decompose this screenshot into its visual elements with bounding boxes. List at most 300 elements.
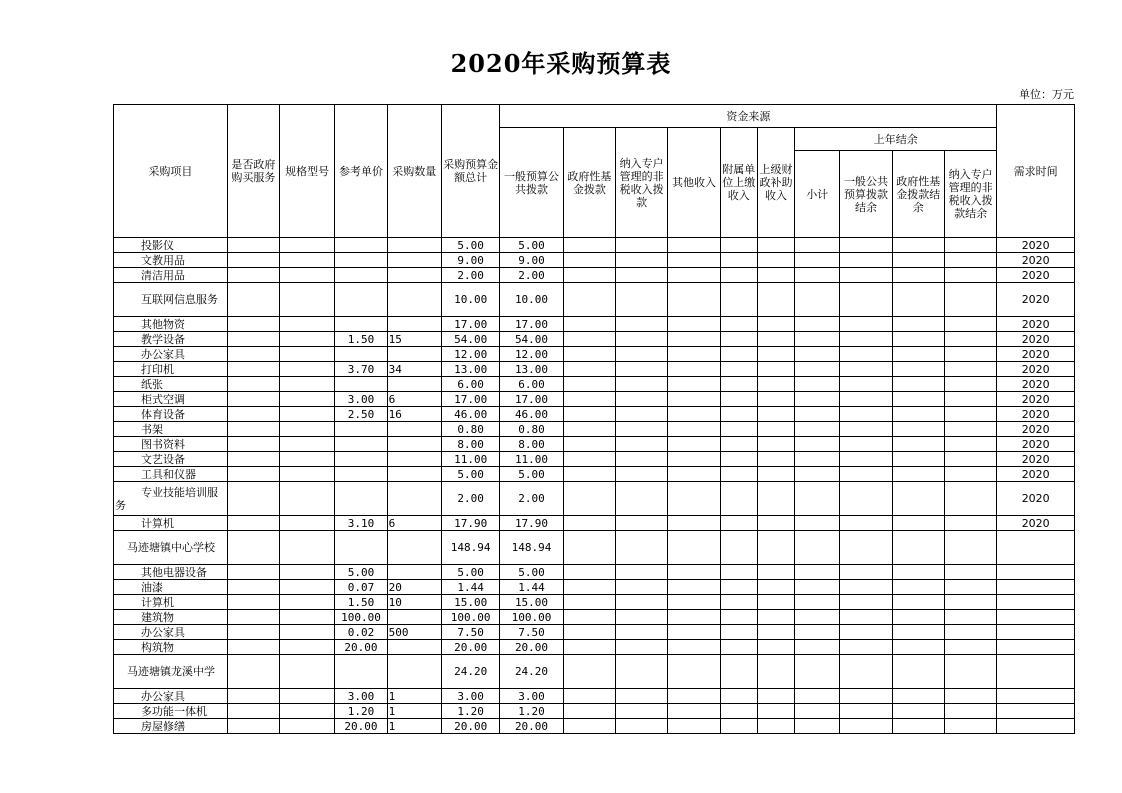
table-row <box>114 625 1075 640</box>
cell-general-budget: 12.00 <box>500 347 563 362</box>
cell-gov-fund <box>563 362 615 377</box>
cell-item <box>114 253 228 268</box>
cell-affiliated <box>720 482 757 516</box>
cell-gov-fund-balance <box>892 347 944 362</box>
cell-budget-total: 24.20 <box>441 655 499 689</box>
cell-superior-subsidy <box>757 565 794 580</box>
cell-is-gov-service <box>227 377 279 392</box>
cell-need-time: 2020 <box>997 437 1075 452</box>
table-row <box>114 238 1075 253</box>
cell-is-gov-service <box>227 640 279 655</box>
cell-gov-fund-balance <box>892 610 944 625</box>
cell-affiliated <box>720 347 757 362</box>
cell-special-balance <box>944 437 996 452</box>
cell-general-balance <box>840 655 892 689</box>
cell-general-budget: 54.00 <box>500 332 563 347</box>
header-gov-fund-balance: 政府性基金拨款结余 <box>892 151 944 238</box>
cell-need-time <box>997 640 1075 655</box>
cell-budget-total: 20.00 <box>441 719 499 734</box>
cell-need-time: 2020 <box>997 377 1075 392</box>
header-subtotal: 小计 <box>795 151 840 238</box>
header-ref-price: 参考单价 <box>335 105 387 238</box>
cell-superior-subsidy <box>757 347 794 362</box>
cell-quantity: 1 <box>387 719 441 734</box>
cell-special-balance <box>944 531 996 565</box>
cell-gov-fund-balance <box>892 283 944 317</box>
cell-ref-price <box>335 531 387 565</box>
cell-ref-price <box>335 253 387 268</box>
cell-other-income <box>668 452 720 467</box>
cell-budget-total: 1.44 <box>441 580 499 595</box>
item-label: 教学设备 <box>141 332 185 346</box>
cell-superior-subsidy <box>757 332 794 347</box>
cell-special-balance <box>944 625 996 640</box>
cell-need-time: 2020 <box>997 347 1075 362</box>
cell-other-income <box>668 704 720 719</box>
cell-gov-fund <box>563 317 615 332</box>
cell-special-nontax <box>616 689 668 704</box>
cell-subtotal <box>795 719 840 734</box>
table-row <box>114 332 1075 347</box>
cell-special-balance <box>944 580 996 595</box>
cell-quantity: 20 <box>387 580 441 595</box>
item-label: 投影仪 <box>141 238 174 252</box>
cell-budget-total: 148.94 <box>441 531 499 565</box>
cell-subtotal <box>795 655 840 689</box>
item-label: 文艺设备 <box>141 452 185 466</box>
cell-subtotal <box>795 689 840 704</box>
cell-general-budget: 7.50 <box>500 625 563 640</box>
cell-spec <box>280 253 335 268</box>
budget-table <box>113 104 1075 734</box>
table-row <box>114 253 1075 268</box>
cell-item <box>114 437 228 452</box>
header-superior-subsidy: 上级财政补助收入 <box>757 128 794 238</box>
cell-general-budget: 2.00 <box>500 268 563 283</box>
cell-ref-price <box>335 238 387 253</box>
cell-special-nontax <box>616 565 668 580</box>
cell-general-budget: 5.00 <box>500 467 563 482</box>
cell-gov-fund <box>563 704 615 719</box>
cell-is-gov-service <box>227 452 279 467</box>
cell-item <box>114 467 228 482</box>
cell-special-nontax <box>616 610 668 625</box>
cell-general-balance <box>840 347 892 362</box>
cell-superior-subsidy <box>757 407 794 422</box>
cell-special-balance <box>944 253 996 268</box>
cell-subtotal <box>795 437 840 452</box>
cell-subtotal <box>795 392 840 407</box>
table-row <box>114 467 1075 482</box>
cell-subtotal <box>795 595 840 610</box>
cell-spec <box>280 392 335 407</box>
table-row <box>114 437 1075 452</box>
cell-subtotal <box>795 407 840 422</box>
cell-general-budget: 10.00 <box>500 283 563 317</box>
cell-general-balance <box>840 452 892 467</box>
cell-affiliated <box>720 565 757 580</box>
cell-need-time <box>997 719 1075 734</box>
header-general-budget: 一般预算公共拨款 <box>500 128 563 238</box>
cell-ref-price <box>335 482 387 516</box>
cell-item <box>114 516 228 531</box>
item-label: 其他电器设备 <box>141 565 207 579</box>
cell-superior-subsidy <box>757 704 794 719</box>
cell-quantity: 6 <box>387 516 441 531</box>
cell-superior-subsidy <box>757 422 794 437</box>
cell-need-time: 2020 <box>997 317 1075 332</box>
cell-affiliated <box>720 689 757 704</box>
cell-superior-subsidy <box>757 283 794 317</box>
cell-special-balance <box>944 482 996 516</box>
table-row <box>114 452 1075 467</box>
cell-spec <box>280 516 335 531</box>
cell-subtotal <box>795 704 840 719</box>
cell-affiliated <box>720 580 757 595</box>
item-label: 建筑物 <box>141 610 174 624</box>
cell-affiliated <box>720 625 757 640</box>
cell-ref-price: 1.20 <box>335 704 387 719</box>
cell-gov-fund-balance <box>892 719 944 734</box>
cell-affiliated <box>720 377 757 392</box>
header-fund-source: 资金来源 <box>500 105 997 128</box>
cell-other-income <box>668 268 720 283</box>
cell-gov-fund-balance <box>892 482 944 516</box>
cell-spec <box>280 719 335 734</box>
cell-other-income <box>668 719 720 734</box>
cell-spec <box>280 268 335 283</box>
cell-gov-fund-balance <box>892 655 944 689</box>
cell-gov-fund <box>563 531 615 565</box>
cell-gov-fund <box>563 437 615 452</box>
cell-general-budget: 20.00 <box>500 640 563 655</box>
cell-gov-fund-balance <box>892 640 944 655</box>
cell-ref-price <box>335 452 387 467</box>
cell-item <box>114 531 228 565</box>
table-row <box>114 317 1075 332</box>
cell-budget-total: 5.00 <box>441 467 499 482</box>
cell-budget-total: 46.00 <box>441 407 499 422</box>
cell-gov-fund <box>563 332 615 347</box>
cell-is-gov-service <box>227 655 279 689</box>
item-label: 多功能一体机 <box>141 704 207 718</box>
cell-spec <box>280 422 335 437</box>
cell-other-income <box>668 625 720 640</box>
cell-quantity <box>387 610 441 625</box>
cell-special-balance <box>944 283 996 317</box>
cell-general-budget: 100.00 <box>500 610 563 625</box>
cell-spec <box>280 580 335 595</box>
cell-need-time: 2020 <box>997 268 1075 283</box>
cell-gov-fund-balance <box>892 268 944 283</box>
table-row <box>114 531 1075 565</box>
cell-superior-subsidy <box>757 719 794 734</box>
cell-ref-price <box>335 347 387 362</box>
cell-subtotal <box>795 422 840 437</box>
cell-need-time <box>997 655 1075 689</box>
cell-subtotal <box>795 452 840 467</box>
cell-ref-price: 20.00 <box>335 719 387 734</box>
cell-general-budget: 5.00 <box>500 238 563 253</box>
cell-need-time: 2020 <box>997 407 1075 422</box>
table-row <box>114 362 1075 377</box>
cell-quantity: 1 <box>387 689 441 704</box>
item-label: 清洁用品 <box>141 268 185 282</box>
cell-gov-fund <box>563 268 615 283</box>
cell-special-balance <box>944 565 996 580</box>
cell-is-gov-service <box>227 437 279 452</box>
cell-general-balance <box>840 317 892 332</box>
cell-superior-subsidy <box>757 580 794 595</box>
cell-special-balance <box>944 392 996 407</box>
cell-need-time: 2020 <box>997 238 1075 253</box>
cell-quantity <box>387 655 441 689</box>
cell-ref-price: 2.50 <box>335 407 387 422</box>
cell-gov-fund-balance <box>892 407 944 422</box>
cell-item <box>114 580 228 595</box>
header-item: 采购项目 <box>114 105 228 238</box>
cell-is-gov-service <box>227 580 279 595</box>
header-is-gov-service: 是否政府购买服务 <box>227 105 279 238</box>
cell-is-gov-service <box>227 531 279 565</box>
cell-item <box>114 317 228 332</box>
cell-special-balance <box>944 407 996 422</box>
cell-special-balance <box>944 655 996 689</box>
cell-is-gov-service <box>227 422 279 437</box>
item-label: 马迹塘镇龙溪中学 <box>127 665 215 678</box>
cell-item <box>114 362 228 377</box>
cell-other-income <box>668 595 720 610</box>
cell-general-budget: 17.90 <box>500 516 563 531</box>
cell-item <box>114 268 228 283</box>
cell-special-balance <box>944 347 996 362</box>
cell-affiliated <box>720 407 757 422</box>
cell-quantity <box>387 253 441 268</box>
cell-item <box>114 595 228 610</box>
cell-superior-subsidy <box>757 689 794 704</box>
cell-special-nontax <box>616 377 668 392</box>
cell-spec <box>280 362 335 377</box>
item-label: 计算机 <box>141 595 174 609</box>
cell-gov-fund <box>563 238 615 253</box>
cell-gov-fund <box>563 595 615 610</box>
cell-ref-price <box>335 377 387 392</box>
cell-special-nontax <box>616 719 668 734</box>
cell-is-gov-service <box>227 347 279 362</box>
cell-superior-subsidy <box>757 392 794 407</box>
header-special-nontax: 纳入专户管理的非税收入拨款 <box>616 128 668 238</box>
cell-gov-fund <box>563 392 615 407</box>
cell-special-nontax <box>616 625 668 640</box>
cell-budget-total: 13.00 <box>441 362 499 377</box>
cell-quantity: 6 <box>387 392 441 407</box>
cell-subtotal <box>795 610 840 625</box>
cell-ref-price: 3.70 <box>335 362 387 377</box>
cell-general-budget: 24.20 <box>500 655 563 689</box>
cell-is-gov-service <box>227 332 279 347</box>
cell-need-time: 2020 <box>997 283 1075 317</box>
cell-general-balance <box>840 689 892 704</box>
cell-superior-subsidy <box>757 655 794 689</box>
cell-other-income <box>668 362 720 377</box>
item-label: 书架 <box>141 422 163 436</box>
cell-subtotal <box>795 317 840 332</box>
cell-budget-total: 9.00 <box>441 253 499 268</box>
cell-special-balance <box>944 704 996 719</box>
cell-budget-total: 15.00 <box>441 595 499 610</box>
cell-spec <box>280 317 335 332</box>
cell-other-income <box>668 689 720 704</box>
header-budget-total: 采购预算金额总计 <box>441 105 499 238</box>
cell-gov-fund <box>563 625 615 640</box>
cell-gov-fund <box>563 482 615 516</box>
cell-gov-fund-balance <box>892 580 944 595</box>
cell-affiliated <box>720 655 757 689</box>
cell-need-time <box>997 580 1075 595</box>
cell-superior-subsidy <box>757 625 794 640</box>
cell-gov-fund-balance <box>892 437 944 452</box>
cell-gov-fund <box>563 655 615 689</box>
cell-general-budget: 1.44 <box>500 580 563 595</box>
cell-general-budget: 6.00 <box>500 377 563 392</box>
cell-special-nontax <box>616 516 668 531</box>
cell-affiliated <box>720 268 757 283</box>
cell-other-income <box>668 377 720 392</box>
cell-special-nontax <box>616 655 668 689</box>
cell-general-budget: 9.00 <box>500 253 563 268</box>
cell-item <box>114 610 228 625</box>
cell-subtotal <box>795 332 840 347</box>
cell-is-gov-service <box>227 704 279 719</box>
cell-superior-subsidy <box>757 595 794 610</box>
cell-gov-fund-balance <box>892 317 944 332</box>
cell-need-time: 2020 <box>997 467 1075 482</box>
cell-is-gov-service <box>227 467 279 482</box>
cell-other-income <box>668 640 720 655</box>
cell-item <box>114 238 228 253</box>
cell-spec <box>280 482 335 516</box>
item-label: 打印机 <box>141 362 174 376</box>
cell-gov-fund-balance <box>892 516 944 531</box>
cell-gov-fund <box>563 610 615 625</box>
cell-gov-fund-balance <box>892 689 944 704</box>
cell-ref-price: 20.00 <box>335 640 387 655</box>
cell-spec <box>280 610 335 625</box>
cell-gov-fund <box>563 580 615 595</box>
cell-item <box>114 332 228 347</box>
cell-quantity <box>387 422 441 437</box>
cell-general-budget: 20.00 <box>500 719 563 734</box>
cell-is-gov-service <box>227 595 279 610</box>
cell-special-nontax <box>616 422 668 437</box>
cell-other-income <box>668 238 720 253</box>
cell-other-income <box>668 516 720 531</box>
cell-superior-subsidy <box>757 362 794 377</box>
cell-is-gov-service <box>227 268 279 283</box>
cell-affiliated <box>720 640 757 655</box>
cell-item <box>114 689 228 704</box>
table-row <box>114 565 1075 580</box>
cell-general-budget: 5.00 <box>500 565 563 580</box>
cell-other-income <box>668 347 720 362</box>
cell-quantity <box>387 452 441 467</box>
cell-is-gov-service <box>227 407 279 422</box>
cell-special-nontax <box>616 531 668 565</box>
cell-general-balance <box>840 531 892 565</box>
cell-superior-subsidy <box>757 437 794 452</box>
cell-general-balance <box>840 332 892 347</box>
cell-superior-subsidy <box>757 482 794 516</box>
cell-budget-total: 5.00 <box>441 238 499 253</box>
item-label: 办公家具 <box>141 625 185 639</box>
cell-budget-total: 12.00 <box>441 347 499 362</box>
cell-need-time <box>997 625 1075 640</box>
cell-spec <box>280 332 335 347</box>
item-label: 构筑物 <box>141 640 174 654</box>
cell-special-nontax <box>616 467 668 482</box>
cell-spec <box>280 283 335 317</box>
cell-superior-subsidy <box>757 377 794 392</box>
cell-subtotal <box>795 238 840 253</box>
cell-gov-fund-balance <box>892 467 944 482</box>
cell-ref-price <box>335 268 387 283</box>
cell-spec <box>280 452 335 467</box>
cell-spec <box>280 595 335 610</box>
cell-special-nontax <box>616 238 668 253</box>
header-special-balance: 纳入专户管理的非税收入拨款结余 <box>944 151 996 238</box>
cell-other-income <box>668 565 720 580</box>
cell-other-income <box>668 531 720 565</box>
cell-other-income <box>668 283 720 317</box>
cell-budget-total: 54.00 <box>441 332 499 347</box>
cell-need-time: 2020 <box>997 482 1075 516</box>
cell-gov-fund-balance <box>892 332 944 347</box>
cell-special-balance <box>944 332 996 347</box>
table-row <box>114 482 1075 516</box>
cell-other-income <box>668 437 720 452</box>
cell-affiliated <box>720 317 757 332</box>
cell-spec <box>280 655 335 689</box>
cell-other-income <box>668 422 720 437</box>
cell-item <box>114 565 228 580</box>
cell-subtotal <box>795 268 840 283</box>
cell-subtotal <box>795 580 840 595</box>
item-label: 工具和仪器 <box>141 467 196 481</box>
item-label: 柜式空调 <box>141 392 185 406</box>
cell-is-gov-service <box>227 516 279 531</box>
cell-special-balance <box>944 317 996 332</box>
cell-budget-total: 11.00 <box>441 452 499 467</box>
cell-affiliated <box>720 332 757 347</box>
table-row <box>114 407 1075 422</box>
cell-quantity: 1 <box>387 704 441 719</box>
cell-special-balance <box>944 362 996 377</box>
cell-need-time: 2020 <box>997 253 1075 268</box>
cell-budget-total: 8.00 <box>441 437 499 452</box>
cell-general-budget: 11.00 <box>500 452 563 467</box>
cell-general-balance <box>840 362 892 377</box>
page-title: 2020年采购预算表 <box>450 49 672 78</box>
cell-general-balance <box>840 437 892 452</box>
cell-special-balance <box>944 610 996 625</box>
cell-gov-fund-balance <box>892 392 944 407</box>
cell-gov-fund-balance <box>892 595 944 610</box>
cell-general-balance <box>840 392 892 407</box>
cell-spec <box>280 565 335 580</box>
cell-gov-fund-balance <box>892 362 944 377</box>
cell-quantity <box>387 347 441 362</box>
cell-general-balance <box>840 595 892 610</box>
